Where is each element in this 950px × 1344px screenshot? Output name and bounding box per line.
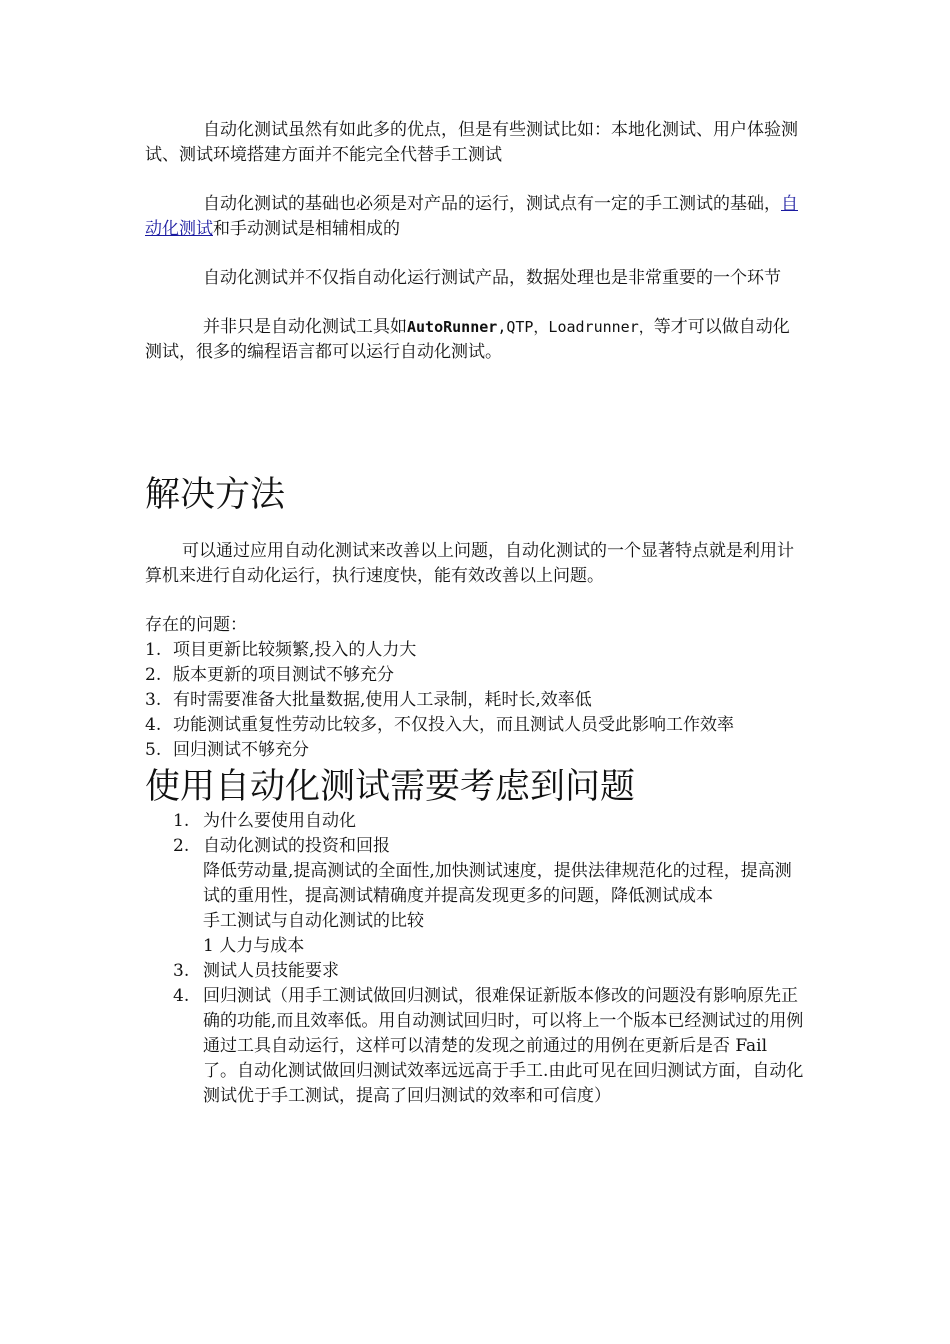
list-item-text: 项目更新比较频繁,投入的人力大: [173, 640, 417, 660]
list-item: [145, 984, 805, 1109]
list-item-text: 回归测试不够充分: [173, 740, 309, 760]
automation-testing-link[interactable]: 自动化测试: [145, 194, 798, 239]
list-item: [145, 638, 805, 663]
list-number: 3.: [173, 961, 190, 981]
considerations-list-continued: [145, 959, 805, 1109]
list-number: 1.: [145, 640, 162, 660]
list-item: [145, 663, 805, 688]
list-item-text: 测试人员技能要求: [203, 961, 339, 981]
tool-names-others: ,QTP，Loadrunner，: [497, 318, 654, 336]
manual-vs-automation-heading: 手工测试与自动化测试的比较: [203, 911, 424, 931]
list-item: [145, 713, 805, 738]
list-number: 5.: [145, 740, 162, 760]
list-item: [145, 688, 805, 713]
paragraph-foundation: [145, 192, 805, 242]
heading-solution: 解决方法: [145, 475, 286, 515]
tool-name-autorunner: AutoRunner: [407, 318, 498, 336]
list-item-text: 自动化测试的投资和回报: [203, 836, 390, 856]
list-number: 3.: [145, 690, 162, 710]
considerations-list: [145, 809, 805, 859]
list-number: 1.: [173, 811, 190, 831]
list-item-text: 版本更新的项目测试不够充分: [173, 665, 394, 685]
paragraph-tools-text: 并非只是自动化测试工具如: [203, 317, 407, 337]
document-page: [145, 118, 805, 1109]
list-item-text: 有时需要准备大批量数据,使用人工录制，耗时长,效率低: [173, 690, 592, 710]
paragraph-tools: [145, 315, 805, 365]
list-item: [145, 738, 805, 763]
list-item-text: 为什么要使用自动化: [203, 811, 356, 831]
list-item: [145, 834, 805, 859]
paragraph-tools-tail: 等才可以做自动化测试，很多的编程语言都可以运行自动化测试。: [145, 317, 790, 362]
list-number: 4.: [173, 986, 190, 1006]
problems-list: [145, 638, 805, 763]
manpower-cost-heading: 1 人力与成本: [203, 936, 305, 956]
problems-label: 存在的问题：: [145, 615, 247, 635]
paragraph-data-processing: 自动化测试并不仅指自动化运行测试产品，数据处理也是非常重要的一个环节: [203, 268, 781, 288]
list-number: 4.: [145, 715, 162, 735]
investment-return-detail: 降低劳动量,提高测试的全面性,加快测试速度，提供法律规范化的过程，提高测试的重用性，提高测试精确度并提高发现更多的问题，降低测试成本: [203, 861, 792, 906]
list-item-text: 功能测试重复性劳动比较多，不仅投入大，而且测试人员受此影响工作效率: [173, 715, 734, 735]
paragraph-solution-intro: 可以通过应用自动化测试来改善以上问题，自动化测试的一个显著特点就是利用计算机来进行自动化运行，执行速度快，能有效改善以上问题。: [145, 541, 794, 586]
list-number: 2.: [145, 665, 162, 685]
list-item-text: 回归测试（用手工测试做回归测试，很难保证新版本修改的问题没有影响原先正确的功能,而且效率低。用自动测试回归时，可以将上一个版本已经测试过的用例通过工具自动运行，这样可以清楚的发现之前通过的用例在更新后是否 Fail 了。自动化测试做回归测试效率远远高于手工.由此可见在回归测试方面，自动化测试优于手工测试，提高了回归测试的效率和可信度）: [203, 986, 804, 1106]
paragraph-limitations: 自动化测试虽然有如此多的优点，但是有些测试比如：本地化测试、用户体验测试、测试环境搭建方面并不能完全代替手工测试: [145, 120, 798, 165]
paragraph-foundation-tail: 和手动测试是相辅相成的: [213, 219, 400, 239]
list-number: 2.: [173, 836, 190, 856]
list-item: [145, 959, 805, 984]
list-item: [145, 809, 805, 834]
heading-automation-considerations: 使用自动化测试需要考虑到问题: [145, 767, 636, 807]
paragraph-foundation-text: 自动化测试的基础也必须是对产品的运行，测试点有一定的手工测试的基础，: [203, 194, 781, 214]
